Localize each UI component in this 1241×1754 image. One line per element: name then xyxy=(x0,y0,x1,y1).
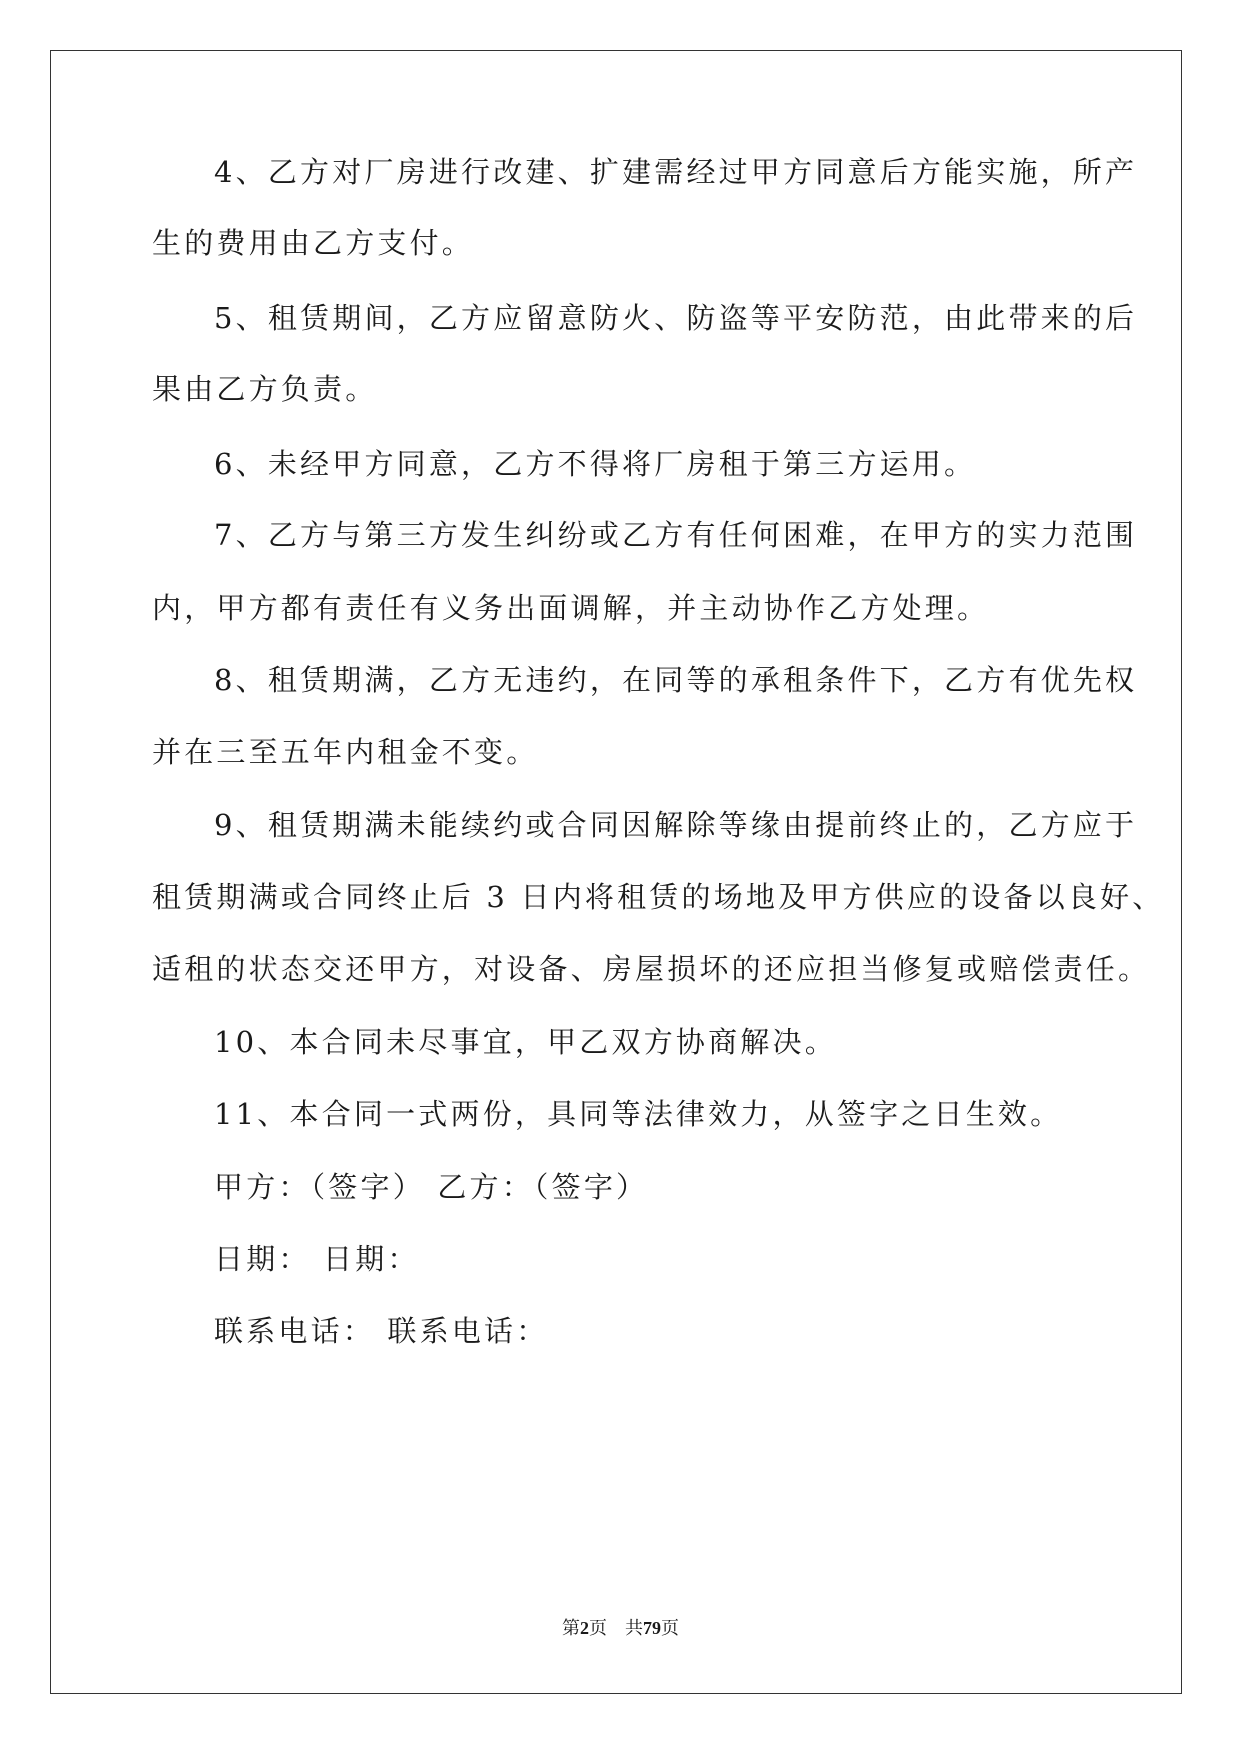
footer-prefix: 第 xyxy=(562,1618,580,1638)
clause-10-line-1: 10、本合同未尽事宜，甲乙双方协商解决。 xyxy=(214,1025,837,1059)
phone-line: 联系电话： 联系电话： xyxy=(214,1314,549,1348)
clause-7-line-2: 内，甲方都有责任有义务出面调解，并主动协作乙方处理。 xyxy=(152,591,990,625)
clause-6-line-1: 6、未经甲方同意，乙方不得将厂房租于第三方运用。 xyxy=(214,447,977,481)
footer-middle: 页 共 xyxy=(589,1618,643,1638)
signature-line: 甲方：（签字） 乙方：（签字） xyxy=(214,1170,649,1204)
clause-11-line-1: 11、本合同一式两份，具同等法律效力，从签字之日生效。 xyxy=(214,1097,1063,1131)
current-page-number: 2 xyxy=(580,1618,589,1638)
clause-4-line-1: 4、乙方对厂房进行改建、扩建需经过甲方同意后方能实施，所产 xyxy=(214,155,1138,189)
clause-5-line-1: 5、租赁期间，乙方应留意防火、防盗等平安防范，由此带来的后 xyxy=(214,301,1138,335)
clause-8-line-1: 8、租赁期满，乙方无违约，在同等的承租条件下，乙方有优先权 xyxy=(214,663,1138,697)
clause-8-line-2: 并在三至五年内租金不变。 xyxy=(152,735,539,769)
footer-suffix: 页 xyxy=(661,1618,679,1638)
clause-7-line-1: 7、乙方与第三方发生纠纷或乙方有任何困难，在甲方的实力范围 xyxy=(214,518,1138,552)
page-footer xyxy=(0,1614,1241,1640)
clause-4-line-2: 生的费用由乙方支付。 xyxy=(152,226,475,260)
clause-9-line-1: 9、租赁期满未能续约或合同因解除等缘由提前终止的，乙方应于 xyxy=(214,808,1138,842)
total-pages-number: 79 xyxy=(643,1618,661,1638)
date-line: 日期： 日期： xyxy=(214,1242,420,1276)
clause-9-line-3: 适租的状态交还甲方，对设备、房屋损坏的还应担当修复或赔偿责任。 xyxy=(152,952,1151,986)
clause-9-line-2: 租赁期满或合同终止后 3 日内将租赁的场地及甲方供应的设备以良好、 xyxy=(152,880,1165,914)
page-border xyxy=(50,50,1182,1694)
clause-5-line-2: 果由乙方负责。 xyxy=(152,372,378,406)
